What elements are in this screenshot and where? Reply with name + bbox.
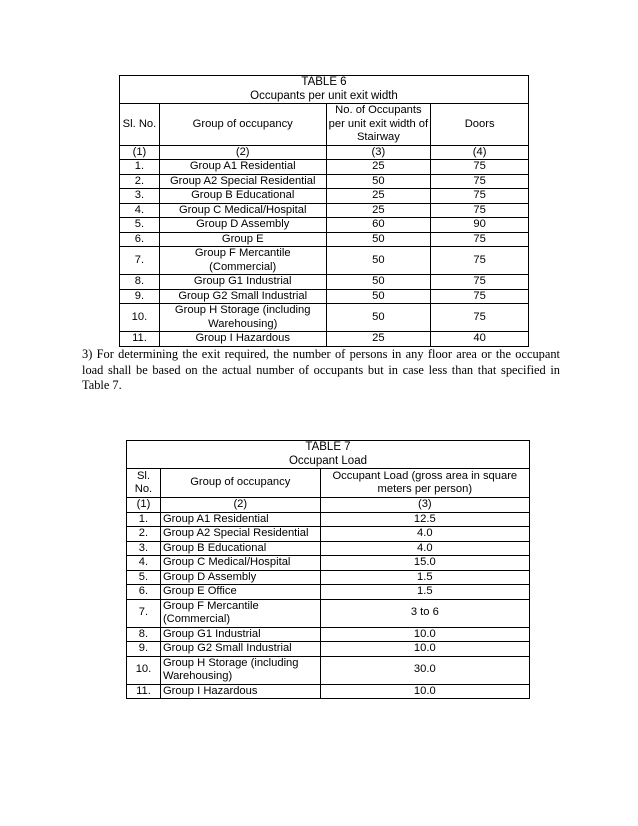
column-header: Group of occupancy: [159, 104, 326, 146]
table-cell: 2.: [120, 174, 160, 189]
table-cell: 9.: [127, 642, 161, 657]
table-cell: 11.: [120, 332, 160, 347]
table-cell: 75: [431, 203, 529, 218]
table-row: [127, 642, 530, 657]
table-cell: 5.: [120, 218, 160, 233]
table-cell: 10.0: [320, 627, 529, 642]
table-cell: Group G1 Industrial: [160, 627, 320, 642]
column-header: Doors: [431, 104, 529, 146]
table-cell: Group G1 Industrial: [159, 275, 326, 290]
table-cell: 75: [431, 289, 529, 304]
table-cell: 4.0: [320, 541, 529, 556]
table-cell: 1.5: [320, 585, 529, 600]
table-row: [127, 527, 530, 542]
table-cell: 3.: [120, 189, 160, 204]
table-row: [127, 585, 530, 600]
table-row: [120, 232, 529, 247]
table-cell: Group H Storage (including Warehousing): [159, 304, 326, 332]
table-row: [120, 218, 529, 233]
table-cell: Group F Mercantile (Commercial): [160, 599, 320, 627]
table-cell: Group A1 Residential: [160, 512, 320, 527]
table-cell: Group I Hazardous: [160, 684, 320, 699]
column-number: (1): [120, 145, 160, 160]
column-number-row: [120, 145, 529, 160]
table-cell: 40: [431, 332, 529, 347]
table-subtitle: Occupants per unit exit width: [250, 89, 398, 102]
table-cell: 1.: [127, 512, 161, 527]
table-cell: 75: [431, 247, 529, 275]
table-cell: 15.0: [320, 556, 529, 571]
column-number: (3): [320, 498, 529, 513]
table-header-row: [120, 104, 529, 146]
table-row: [127, 599, 530, 627]
table-row: [127, 556, 530, 571]
table-row: [120, 203, 529, 218]
table-subtitle: Occupant Load: [288, 454, 367, 467]
column-number: (2): [160, 498, 320, 513]
table-row: [127, 684, 530, 699]
column-number: (1): [127, 498, 161, 513]
table-cell: Group B Educational: [159, 189, 326, 204]
table-cell: Group B Educational: [160, 541, 320, 556]
column-header: Occupant Load (gross area in square meters per person): [320, 469, 529, 498]
table-caption-row: [120, 76, 529, 104]
table-cell: 75: [431, 275, 529, 290]
table-cell: Group I Hazardous: [159, 332, 326, 347]
table-row: [127, 541, 530, 556]
table-cell: Group D Assembly: [160, 570, 320, 585]
table-cell: 25: [326, 189, 431, 204]
table-row: [120, 174, 529, 189]
table-cell: 7.: [120, 247, 160, 275]
table-row: [120, 189, 529, 204]
table-title: TABLE 6: [301, 76, 347, 88]
table-cell: 6.: [120, 232, 160, 247]
column-number: (3): [326, 145, 431, 160]
table-cell: 4.: [120, 203, 160, 218]
table-cell: Group E Office: [160, 585, 320, 600]
table-row: [127, 656, 530, 684]
table-body: [127, 512, 530, 699]
table-cell: 75: [431, 232, 529, 247]
table-title: TABLE 7: [305, 441, 351, 453]
table-cell: 10.0: [320, 642, 529, 657]
table-cell: 75: [431, 160, 529, 175]
table-caption: [120, 76, 529, 104]
table-cell: 4.0: [320, 527, 529, 542]
table-cell: 9.: [120, 289, 160, 304]
table-cell: 75: [431, 189, 529, 204]
table-cell: 7.: [127, 599, 161, 627]
table-cell: 8.: [127, 627, 161, 642]
table-caption-row: [127, 441, 530, 469]
table-cell: 5.: [127, 570, 161, 585]
table-cell: 3 to 6: [320, 599, 529, 627]
table-cell: 4.: [127, 556, 161, 571]
table-cell: Group G2 Small Industrial: [159, 289, 326, 304]
table-cell: 90: [431, 218, 529, 233]
table-cell: 10.0: [320, 684, 529, 699]
table-cell: Group A2 Special Residential: [160, 527, 320, 542]
table-row: [120, 247, 529, 275]
column-number: (4): [431, 145, 529, 160]
table-6: [119, 75, 529, 347]
table-cell: Group A2 Special Residential: [159, 174, 326, 189]
table-cell: 12.5: [320, 512, 529, 527]
table-cell: 25: [326, 332, 431, 347]
table-caption: [127, 441, 530, 469]
table-row: [127, 512, 530, 527]
table-cell: 50: [326, 247, 431, 275]
table-cell: Group H Storage (including Warehousing): [160, 656, 320, 684]
table-7: [126, 440, 530, 699]
column-header: Sl. No.: [127, 469, 161, 498]
table-cell: Group C Medical/Hospital: [159, 203, 326, 218]
table-cell: 1.5: [320, 570, 529, 585]
table-cell: 25: [326, 160, 431, 175]
table-cell: 2.: [127, 527, 161, 542]
table-cell: Group F Mercantile (Commercial): [159, 247, 326, 275]
table-cell: Group A1 Residential: [159, 160, 326, 175]
table-cell: 75: [431, 304, 529, 332]
column-header: No. of Occupants per unit exit width of Stairway: [326, 104, 431, 146]
table-cell: 3.: [127, 541, 161, 556]
table-cell: 50: [326, 289, 431, 304]
table-row: [120, 289, 529, 304]
table-header-row: [127, 469, 530, 498]
table-cell: 50: [326, 304, 431, 332]
column-number-row: [127, 498, 530, 513]
table-row: [120, 160, 529, 175]
table-row: [127, 627, 530, 642]
table-cell: Group E: [159, 232, 326, 247]
table-cell: 25: [326, 203, 431, 218]
table-cell: Group D Assembly: [159, 218, 326, 233]
body-paragraph: 3) For determining the exit required, the number of persons in any floor area or the occupant load shall be based on the actual number of occupants but in case less than that specified in Table 7.: [82, 347, 560, 392]
table-cell: 50: [326, 174, 431, 189]
column-header: Sl. No.: [120, 104, 160, 146]
table-cell: 8.: [120, 275, 160, 290]
table-cell: 75: [431, 174, 529, 189]
table-cell: 60: [326, 218, 431, 233]
table-cell: 10.: [120, 304, 160, 332]
table-cell: 10.: [127, 656, 161, 684]
table-cell: Group G2 Small Industrial: [160, 642, 320, 657]
table-cell: 50: [326, 232, 431, 247]
column-header: Group of occupancy: [160, 469, 320, 498]
table-body: [120, 160, 529, 347]
table-cell: Group C Medical/Hospital: [160, 556, 320, 571]
table-cell: 11.: [127, 684, 161, 699]
table-cell: 1.: [120, 160, 160, 175]
table-row: [120, 332, 529, 347]
table-row: [127, 570, 530, 585]
table-row: [120, 275, 529, 290]
table-cell: 6.: [127, 585, 161, 600]
column-number: (2): [159, 145, 326, 160]
table-row: [120, 304, 529, 332]
table-cell: 30.0: [320, 656, 529, 684]
table-cell: 50: [326, 275, 431, 290]
